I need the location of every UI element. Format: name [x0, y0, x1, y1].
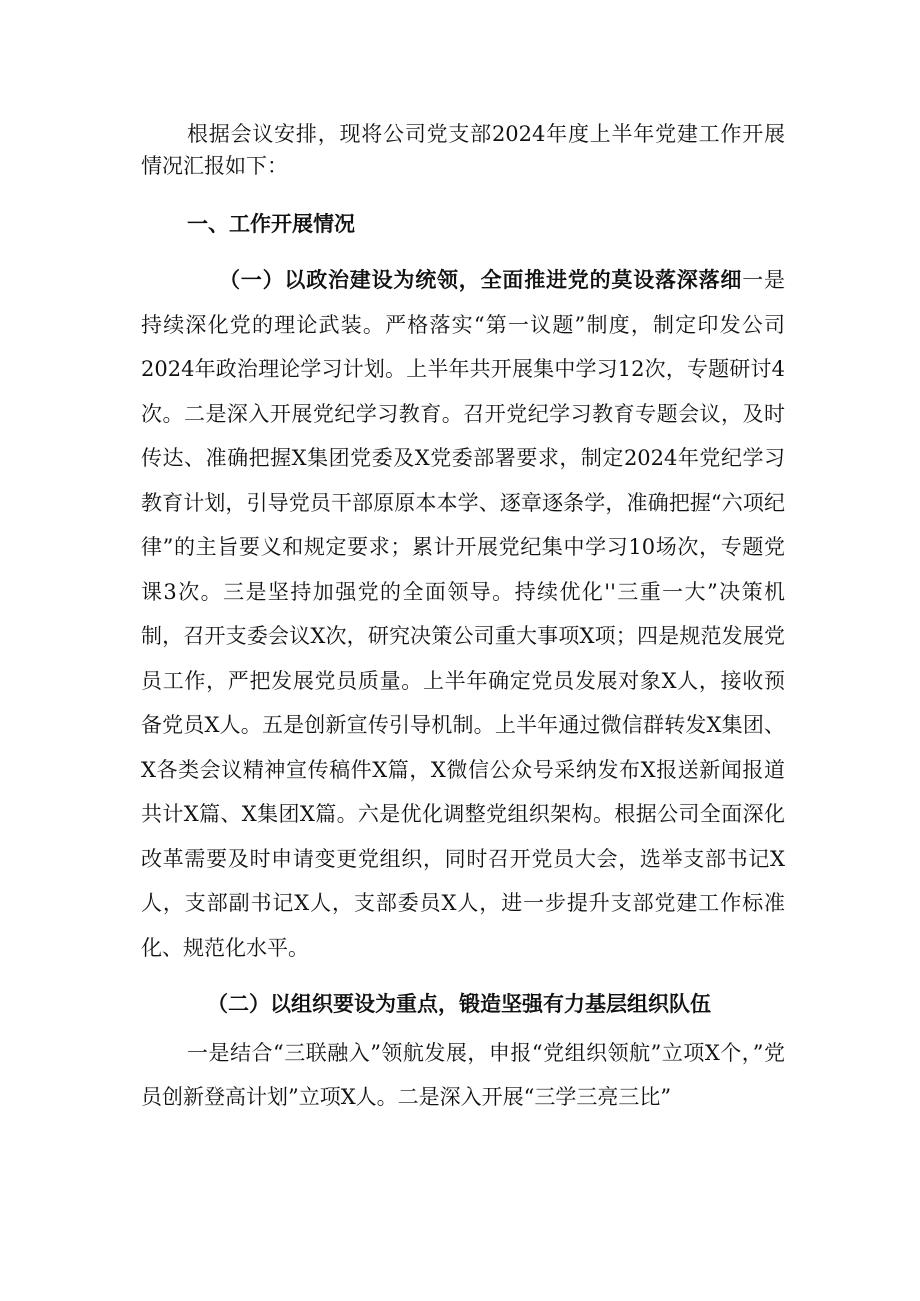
- subsection-1-heading: （一）以政治建设为统领，全面推进党的莫设落深落细: [219, 267, 743, 292]
- subsection-2-heading: （二）以组织要设为重点，锻造坚强有力基层组织队伍: [207, 991, 711, 1016]
- subsection-2-body: 一是结合“三联融入”领航发展，申报“党组织领航”立项X个，”党员创新登高计划”立项X人。二是深入开展“三学三亮三比”: [141, 1040, 785, 1109]
- subsection-1-body: 一是持续深化党的理论武装。严格落实“第一议题”制度，制定印发公司2024年政治理论学习计划。上半年共开展集中学习12次，专题研讨4次。二是深入开展党纪学习教育。召开党纪学习教育专题会议，及时传达、准确把握X集团党委及X党委部署要求，制定2024年党纪学习教育计划，引导党员干部原原本本学、逐章逐条学，准确把握“六项纪律”的主旨要义和规定要求；累计开展党纪集中学习10场次，专题党课3次。三是坚持加强党的全面领导。持续优化''三重一大”决策机制，召开支委会议X次，研究决策公司重大事项X项；四是规范发展党员工作，严把发展党员质量。上半年确定党员发展对象X人，接收预备党员X人。五是创新宣传引导机制。上半年通过微信群转发X集团、X各类会议精神宣传稿件X篇，X微信公众号采纳发布X报送新闻报道共计X篇、X集团X篇。六是优化调整党组织架构。根据公司全面深化改革需要及时申请变更党组织，同时召开党员大会，选举支部书记X人，支部副书记X人，支部委员X人，进一步提升支部党建工作标准化、规范化水平。: [141, 268, 786, 960]
- section-heading-work-progress: 一、工作开展情况: [187, 211, 355, 236]
- document-page: [141, 118, 785, 1120]
- intro-paragraph: 根据会议安排，现将公司党支部2024年度上半年党建工作开展情况汇报如下：: [141, 122, 785, 178]
- subsection-1-paragraph: [141, 258, 785, 970]
